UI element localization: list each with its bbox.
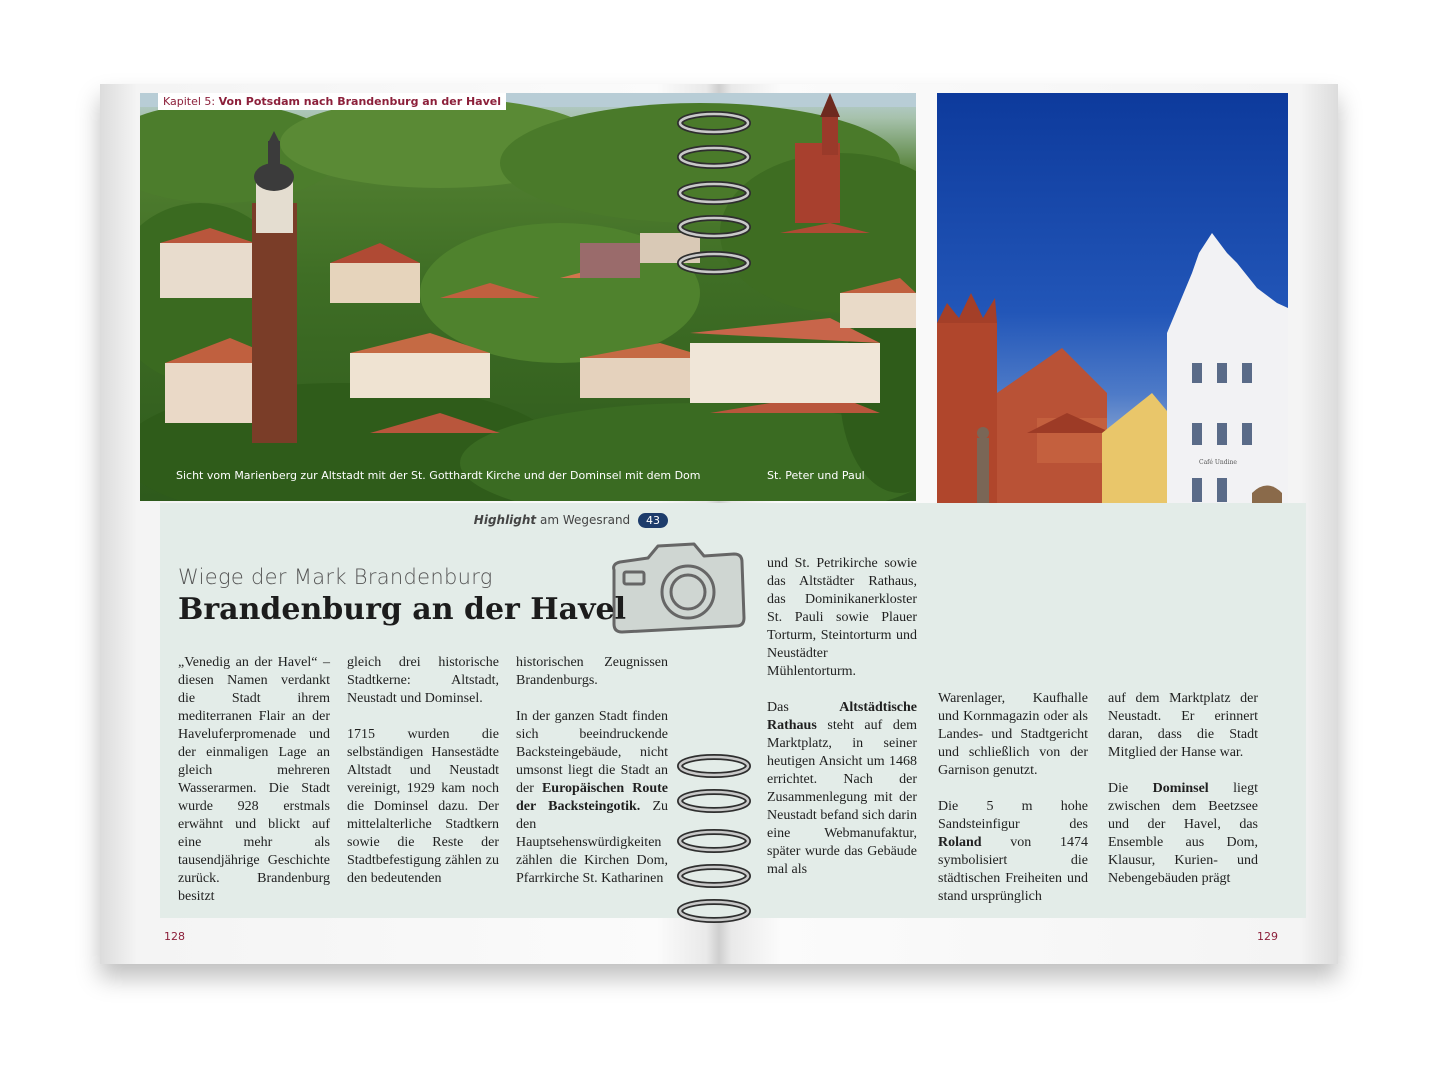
- binding-ring: [676, 144, 752, 175]
- town-aerial-illustration: [140, 93, 916, 501]
- column-6-paragraph-a: auf dem Marktplatz der Neustadt. Er erinnert daran, dass die Stadt Mitglied der Hanse war.: [1108, 691, 1258, 760]
- page-number-left: 128: [164, 930, 185, 943]
- column-5-paragraph-b: Die 5 m hohe Sandsteinfigur des Roland von 1474 symbolisiert die städtischen Freiheiten und stand ursprünglich: [938, 799, 1089, 904]
- text-column-3: [516, 654, 668, 906]
- binding-ring: [676, 110, 752, 141]
- text-column-6: [1108, 690, 1258, 906]
- column-2-paragraph-a: gleich drei historische Stadtkerne: Altstadt, Neustadt und Dominsel.: [347, 655, 499, 706]
- highlight-label: Highlight: [473, 513, 537, 527]
- binding-ring: [676, 214, 752, 245]
- column-3-paragraph-b: In der ganzen Stadt finden sich beeindruckende Backsteingebäude, nicht umsonst liegt die Stadt an der Europäischen Route der Backsteingotik. Zu den Hauptsehenswürdigkeiten zählen die Kirchen Dom, Pfarrkirche St. Katharinen: [516, 709, 669, 886]
- text-column-1: [178, 654, 330, 924]
- text-column-2: [347, 654, 499, 906]
- text-column-5: [938, 690, 1088, 924]
- binding-ring: [676, 250, 752, 281]
- cafe-sign: Café Undine: [1199, 459, 1237, 466]
- article-title: Brandenburg an der Havel: [178, 592, 627, 627]
- camera-icon: [608, 540, 748, 640]
- binding-ring: [676, 788, 752, 819]
- column-1-paragraph: „Venedig an der Havel“ – diesen Namen verdankt die Stadt ihrem mediterranen Flair an der Haveluferpromenade und der einmaligen Lage an gleich mehreren Wasserarmen. Die Stadt wurde 928 erstmals erwähnt und blickt auf eine mehr als tausendjährige Geschichte zurück. Brandenburg besitzt: [178, 655, 330, 904]
- highlight-badge: [474, 513, 668, 528]
- town-aerial-photo: [140, 93, 916, 501]
- binding-ring: [676, 828, 752, 859]
- column-4-paragraph-a: und St. Petrikirche sowie das Altstädter Rathaus, das Dominikanerkloster St. Pauli sowie Plauer Torturm, Steintorturm und Neustädter Mühlentorturm.: [767, 556, 917, 679]
- binding-ring: [676, 898, 752, 929]
- highlight-number: 43: [638, 513, 668, 528]
- column-3-paragraph-a: historischen Zeugnissen Brandenburgs.: [516, 655, 668, 688]
- chapter-title: Von Potsdam nach Brandenburg an der Havel: [218, 95, 501, 108]
- text-column-4: [767, 555, 917, 897]
- binding-ring: [676, 180, 752, 211]
- column-5-paragraph-a: Warenlager, Kaufhalle und Kornmagazin oder als Landes- und Stadtgericht und schließlich von der Garnison genutzt.: [938, 691, 1088, 778]
- chapter-prefix: Kapitel 5:: [163, 95, 216, 108]
- chapter-header: [158, 93, 506, 110]
- photo-left-caption: Sicht vom Marienberg zur Altstadt mit der St. Gotthardt Kirche und der Dominsel mit dem Dom: [176, 469, 701, 482]
- article-subtitle: Wiege der Mark Brandenburg: [178, 565, 493, 589]
- highlight-suffix: am Wegesrand: [540, 513, 631, 527]
- binding-ring: [676, 863, 752, 894]
- page-number-right: 129: [1257, 930, 1278, 943]
- column-6-paragraph-b: Die Dominsel liegt zwischen dem Beetzsee und der Havel, das Ensemble aus Dom, Klausur, Kurien- und Nebengebäuden prägt: [1108, 781, 1259, 886]
- binding-ring: [676, 753, 752, 784]
- column-4-paragraph-b: Das Altstädtische Rathaus steht auf dem Marktplatz, in seiner heutigen Ansicht um 1468 errichtet. Nach der Zusammenlegung mit der Neustadt befand sich darin eine Webmanufaktur, später wurde das Gebäude mal als: [767, 700, 917, 877]
- photo-left-caption-right: St. Peter und Paul: [767, 469, 865, 482]
- column-2-paragraph-b: 1715 wurden die selbständigen Hansestädte Altstadt und Neustadt vereinigt, 1929 kam noch die Dominsel dazu. Der mittelalterliche Stadtkern sowie die Reste der Stadtbefestigung zählen zu den bedeutenden: [347, 727, 499, 886]
